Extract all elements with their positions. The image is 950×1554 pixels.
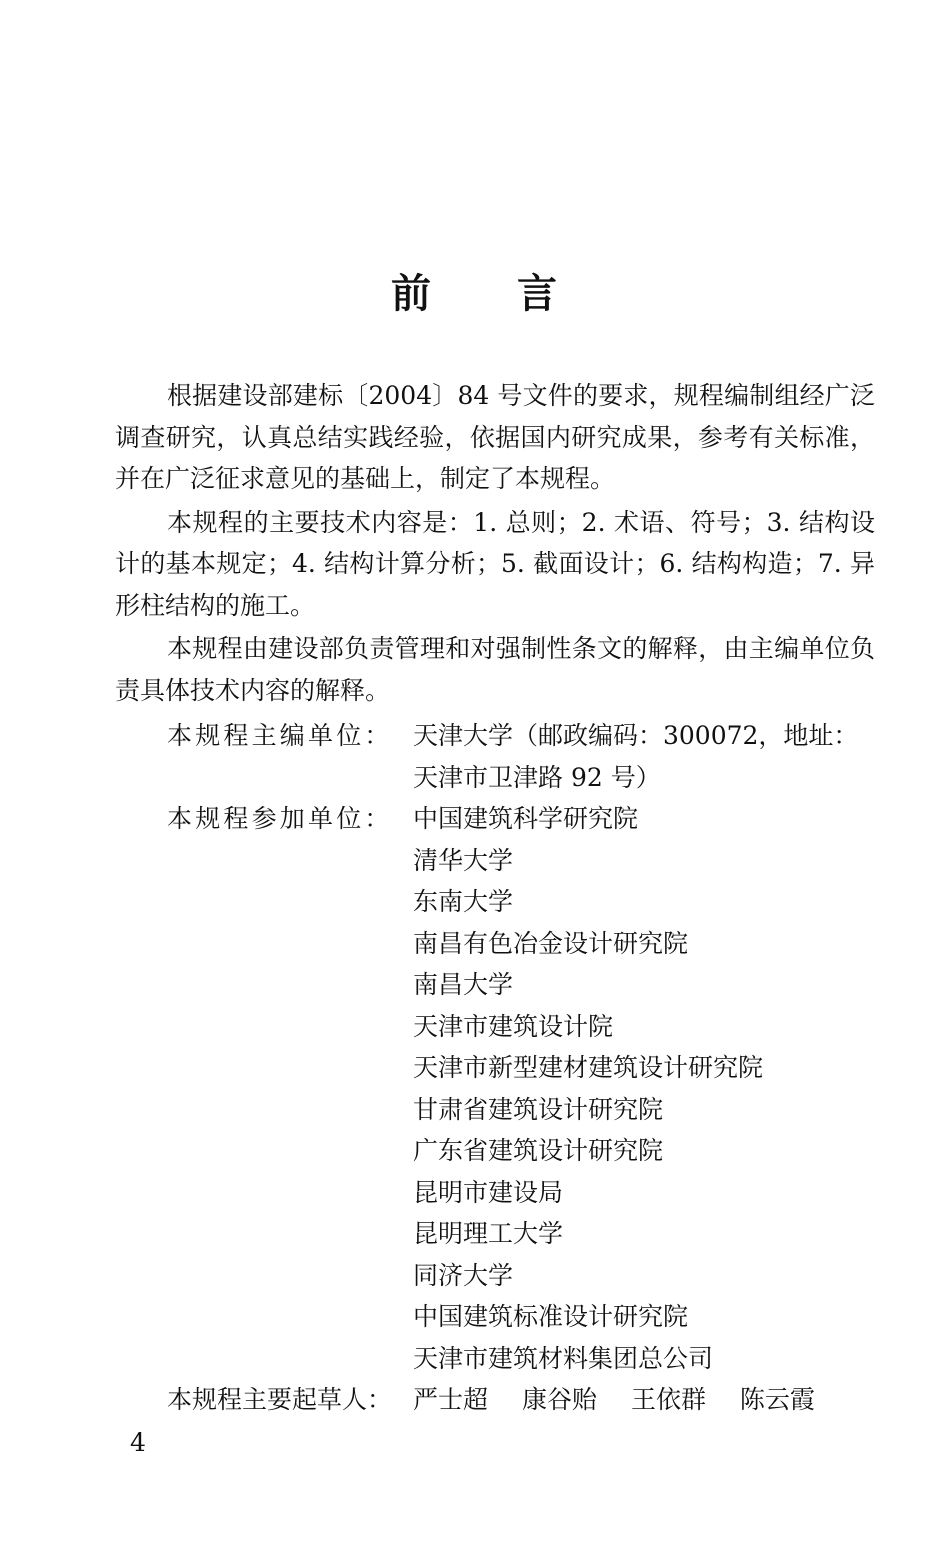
- participating-unit: 东南大学: [413, 887, 514, 916]
- page-title: 前 言: [391, 270, 559, 317]
- participating-unit: 中国建筑科学研究院: [413, 804, 639, 833]
- participating-unit: 同济大学: [413, 1260, 514, 1290]
- paragraph-management: 本规程由建设部负责管理和对强制性条文的解释，由主编单位负责具体技术内容的解释。: [115, 634, 875, 705]
- participating-unit: 昆明理工大学: [413, 1219, 564, 1248]
- drafter-name: 王依群: [630, 1385, 706, 1414]
- drafter-name: 康谷贻: [521, 1385, 597, 1414]
- preface-body: [115, 375, 875, 713]
- participating-unit: 南昌有色冶金设计研究院: [413, 928, 689, 958]
- drafter-name: 严士超: [413, 1385, 489, 1414]
- drafters-label: 本规程主要起草人：: [167, 1385, 393, 1414]
- participating-units-row: [167, 798, 887, 1379]
- participating-unit: 清华大学: [413, 845, 514, 875]
- participating-unit: 天津市建筑材料集团总公司: [413, 1343, 714, 1373]
- chief-unit-line: 天津市卫津路 92 号）: [413, 762, 661, 792]
- drafter-name: 陈云霞: [739, 1385, 815, 1414]
- page-number: 4: [130, 1428, 146, 1457]
- participating-units-list: [413, 798, 887, 1379]
- participating-unit: 天津市新型建材建筑设计研究院: [413, 1053, 764, 1082]
- chief-unit-label: 本规程主编单位：: [167, 721, 393, 750]
- chief-unit-row: [167, 715, 887, 798]
- paragraph-basis: 根据建设部建标〔2004〕84 号文件的要求，规程编制组经广泛调查研究，认真总结实践经验，依据国内研究成果，参考有关标准，并在广泛征求意见的基础上，制定了本规程。: [115, 381, 875, 493]
- paragraph-contents: 本规程的主要技术内容是：1. 总则；2. 术语、符号；3. 结构设计的基本规定；4. 结构计算分析；5. 截面设计；6. 结构构造；7. 异形柱结构的施工。: [115, 507, 875, 620]
- drafters-row: [167, 1379, 887, 1421]
- chief-unit-line: 天津大学（邮政编码：300072，地址：: [413, 721, 859, 750]
- unit-listing: [167, 715, 887, 1421]
- participating-unit: 广东省建筑设计研究院: [413, 1136, 664, 1165]
- participating-unit: 天津市建筑设计院: [413, 1011, 614, 1041]
- drafters-list: [413, 1379, 887, 1421]
- participating-unit: 中国建筑标准设计研究院: [413, 1302, 689, 1331]
- participating-unit: 昆明市建设局: [413, 1177, 564, 1207]
- chief-unit-value: [413, 715, 887, 798]
- participating-unit: 甘肃省建筑设计研究院: [413, 1094, 664, 1124]
- participating-units-label: 本规程参加单位：: [167, 804, 393, 833]
- participating-unit: 南昌大学: [413, 970, 514, 999]
